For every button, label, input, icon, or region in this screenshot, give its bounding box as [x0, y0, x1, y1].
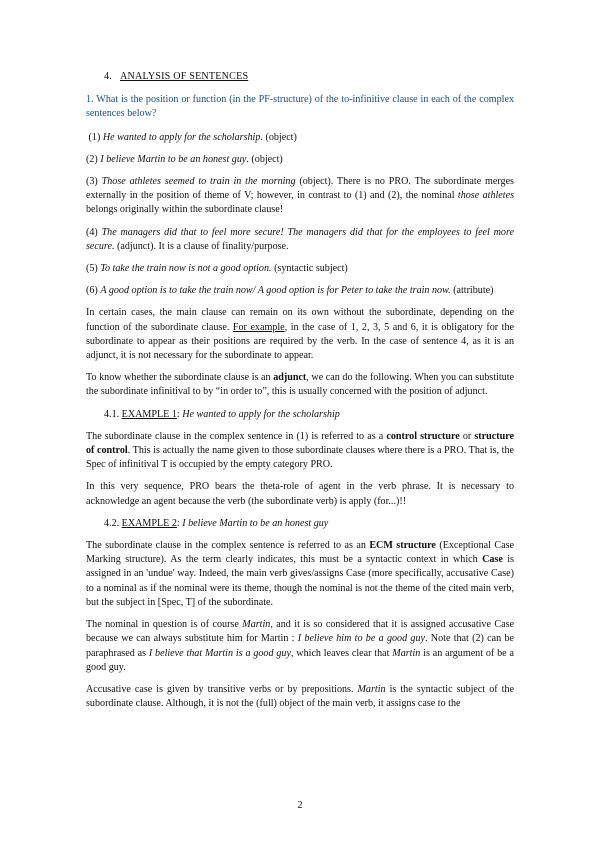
- page-number: 2: [297, 800, 303, 811]
- example-3-id: (3): [86, 176, 98, 188]
- paragraph-text: In certain cases, the main clause can remain on its own without the subordinate, depending on the function of the subordinate clause.: [86, 307, 514, 333]
- example-2-sentence: I believe Martin to be an honest guy: [100, 153, 247, 165]
- example-5: [86, 262, 514, 276]
- subheading-sentence: He wanted to apply for the scholarship: [182, 408, 340, 420]
- paragraph-text: , and it is so considered that it is assigned accusative Case because we can always substitute him for Martin :: [86, 619, 514, 645]
- for-example-phrase: For example: [232, 321, 285, 333]
- subheading-number: 4.1.: [104, 408, 122, 420]
- italic-term: I believe him to be a good guy: [297, 633, 425, 645]
- control-structure-term: control structure: [386, 430, 460, 442]
- question-text: 1. What is the position or function (in the PF-structure) of the to-infinitive clause in each of the complex sentences below?: [86, 94, 514, 120]
- section-title: ANALYSIS OF SENTENCES: [120, 71, 249, 82]
- subheading-colon: :: [176, 517, 183, 529]
- example-6: [86, 284, 514, 298]
- paragraph-control-structure: [86, 430, 514, 473]
- example-5-sentence: To take the train now is not a good option.: [100, 263, 272, 275]
- section-heading: [104, 70, 514, 84]
- italic-term: I believe that Martin is a good guy: [148, 647, 291, 659]
- italic-term: Martin: [357, 683, 386, 695]
- example-4-sentence: The managers did that to feel more secure! The managers did that for the employees to feel more secure.: [86, 226, 514, 252]
- subheading-sentence: I believe Martin to be an honest guy: [182, 517, 329, 529]
- example-1-sentence: He wanted to apply for the scholarship: [102, 131, 261, 143]
- paragraph-text: (Exceptional Case Marking structure). As the term clearly indicates, this must be a syntactic context in which: [86, 540, 514, 566]
- example-2-id: (2): [86, 153, 98, 165]
- italic-term: Martin: [392, 647, 421, 659]
- example-2-function: . (object): [246, 153, 283, 165]
- paragraph-text: The subordinate clause in the complex sentence is referred to as an: [86, 540, 370, 552]
- paragraph-text: , we can do the following. When you can substitute the subordinate infinitival to by “in order to”, this is usually concerned with the position of adjunct.: [86, 372, 514, 398]
- example-6-function: (attribute): [450, 285, 494, 297]
- paragraph-text: . This is actually the name given to those subordinate clauses where there is a PRO. That is, the Spec of infinitival T is occupied by the empty category PRO.: [86, 445, 514, 471]
- paragraph-text: or: [459, 430, 475, 442]
- example-2: [86, 153, 514, 167]
- example-3: [86, 175, 514, 218]
- example-1: [86, 131, 514, 145]
- paragraph-obligatory: [86, 306, 514, 363]
- paragraph-text: To know whether the subordinate clause is an: [86, 372, 274, 384]
- example-6-id: (6): [86, 285, 98, 297]
- subheading-example-1: [104, 408, 514, 422]
- ecm-structure-term: ECM structure: [369, 540, 436, 552]
- paragraph-text: is assigned in an 'undue' way. Indeed, the main verb gives/assigns Case (more specifically, accusative Case) to a nominal as if the nominal were its theme, though the nominal is not the theme of the cited main verb, but the subject in [Spec, T] of the subordinate.: [86, 554, 514, 608]
- paragraph-adjunct-test: [86, 371, 514, 399]
- example-3-sentence: Those athletes seemed to train in the morning: [101, 176, 296, 188]
- paragraph-text: The nominal in question is of course: [86, 619, 243, 631]
- paragraph-pro-theta: In this very sequence, PRO bears the theta-role of agent in the verb phrase. It is necessary to acknowledge an agent because the verb (the subordinate verb) is apply (for...)!!: [86, 481, 514, 507]
- example-4-id: (4): [86, 226, 98, 238]
- adjunct-term: adjunct: [273, 372, 307, 384]
- subheading-label: EXAMPLE 2: [121, 517, 177, 529]
- subheading-colon: :: [176, 408, 183, 420]
- example-3-nominal: those athletes: [457, 190, 514, 202]
- example-3-text-b: belongs originally within the subordinate clause!: [86, 204, 284, 216]
- paragraph-text: , in the case of 1, 2, 3, 5 and 6, it is obligatory for the subordinate to appear as their positions are required by the verb. In the case of sentence 4, as it is an adjunct, it is not necessary for the subordinate to appear.: [86, 321, 514, 362]
- structure-of-control-term: structure of control: [86, 430, 514, 457]
- example-4-function: (adjunct). It is a clause of finality/purpose.: [114, 240, 289, 252]
- example-1-function: . (object): [260, 131, 297, 143]
- example-6-sentence: A good option is to take the train now/ A good option is for Peter to take the train now.: [100, 285, 451, 297]
- paragraph-martin-nominal: [86, 618, 514, 675]
- page-content: [86, 70, 514, 719]
- paragraph-accusative-case: [86, 683, 514, 711]
- example-5-id: (5): [86, 263, 98, 275]
- paragraph-text: Accusative case is given by transitive verbs or by prepositions.: [86, 683, 358, 695]
- paragraph-text: is the syntactic subject of the subordinate clause. Although, it is not the (full) object of the main verb, it assigns case to the: [86, 683, 514, 710]
- paragraph-text: , which leaves clear that: [290, 647, 393, 659]
- paragraph-text: The subordinate clause in the complex sentence in (1) is referred to as a: [86, 430, 387, 442]
- paragraph-ecm-structure: [86, 539, 514, 610]
- paragraph-text: . Note that (2) can be paraphrased as: [86, 633, 514, 659]
- paragraph-text: is an argument of be a good guy.: [86, 647, 514, 673]
- example-3-text-a: (object). There is no PRO. The subordinate merges externally in the position of theme of V; however, in contrast to (1) and (2), the nominal: [86, 176, 514, 202]
- example-4: [86, 226, 514, 254]
- subheading-label: EXAMPLE 1: [121, 408, 177, 420]
- italic-term: Martin: [242, 619, 271, 631]
- section-number: 4.: [104, 71, 112, 82]
- subheading-example-2: [104, 517, 514, 531]
- example-1-id: (1): [88, 131, 101, 143]
- example-5-function: (syntactic subject): [271, 263, 348, 275]
- subheading-number: 4.2.: [104, 517, 122, 529]
- case-term: Case: [482, 554, 503, 566]
